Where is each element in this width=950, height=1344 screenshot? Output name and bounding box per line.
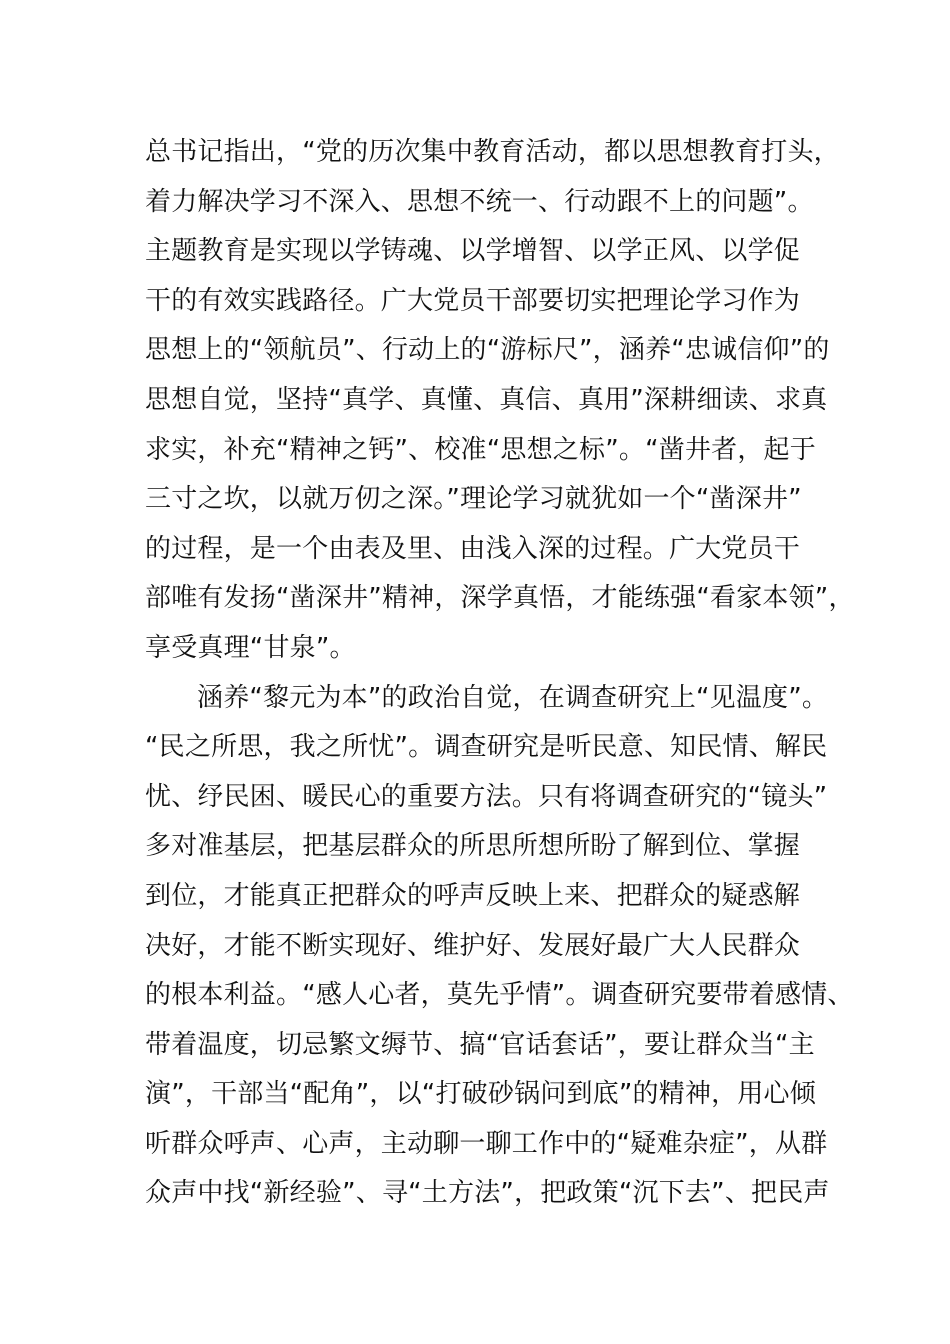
text-line: 干的有效实践路径。广大党员干部要切实把理论学习作为 [145,285,801,316]
text-line-first-indented: 涵养“黎元为本”的政治自觉，在调查研究上“见温度”。 [197,682,829,713]
text-line: 听群众呼声、心声，主动聊一聊工作中的“疑难杂症”，从群 [145,1128,828,1159]
paragraph-1 [145,128,855,674]
text-line: 的过程，是一个由表及里、由浅入深的过程。广大党员干 [145,533,801,564]
text-line: 忧、纾民困、暖民心的重要方法。只有将调查研究的“镜头” [145,781,828,812]
body-text [145,128,855,1219]
text-line: 享受真理“甘泉”。 [145,632,356,663]
text-line: 求实，补充“精神之钙”、校准“思想之标”。“凿井者，起于 [145,434,816,465]
text-line: 多对准基层，把基层群众的所思所想所盼了解到位、掌握 [145,831,801,862]
text-line: 演”，干部当“配角”，以“打破砂锅问到底”的精神，用心倾 [145,1079,816,1110]
text-line: 众声中找“新经验”、寻“土方法”，把政策“沉下去”、把民声 [145,1178,830,1209]
text-line: 思想自觉，坚持“真学、真懂、真信、真用”深耕细读、求真 [145,384,828,415]
text-line: 着力解决学习不深入、思想不统一、行动跟不上的问题”。 [145,186,814,217]
text-line: 主题教育是实现以学铸魂、以学增智、以学正风、以学促 [145,236,801,267]
text-line: 带着温度，切忌繁文缛节、搞“官话套话”，要让群众当“主 [145,1029,815,1060]
text-line: 总书记指出，“党的历次集中教育活动，都以思想教育打头， [145,137,840,167]
text-line: 到位，才能真正把群众的呼声反映上来、把群众的疑惑解 [145,880,801,911]
text-line: 三寸之坎，以就万仞之深。”理论学习就犹如一个“凿深井” [145,484,802,515]
text-line: 决好，才能不断实现好、维护好、发展好最广大人民群众 [145,930,801,961]
text-line: 部唯有发扬“凿深井”精神，深学真悟，才能练强“看家本领”， [145,583,855,614]
paragraph-2 [145,674,854,1220]
text-line: 的根本利益。“感人心者，莫先乎情”。调查研究要带着感情、 [145,980,854,1011]
text-line: 思想上的“领航员”、行动上的“游标尺”，涵养“忠诚信仰”的 [145,335,830,366]
text-line: “民之所思，我之所忧”。调查研究是听民意、知民情、解民 [145,732,828,763]
